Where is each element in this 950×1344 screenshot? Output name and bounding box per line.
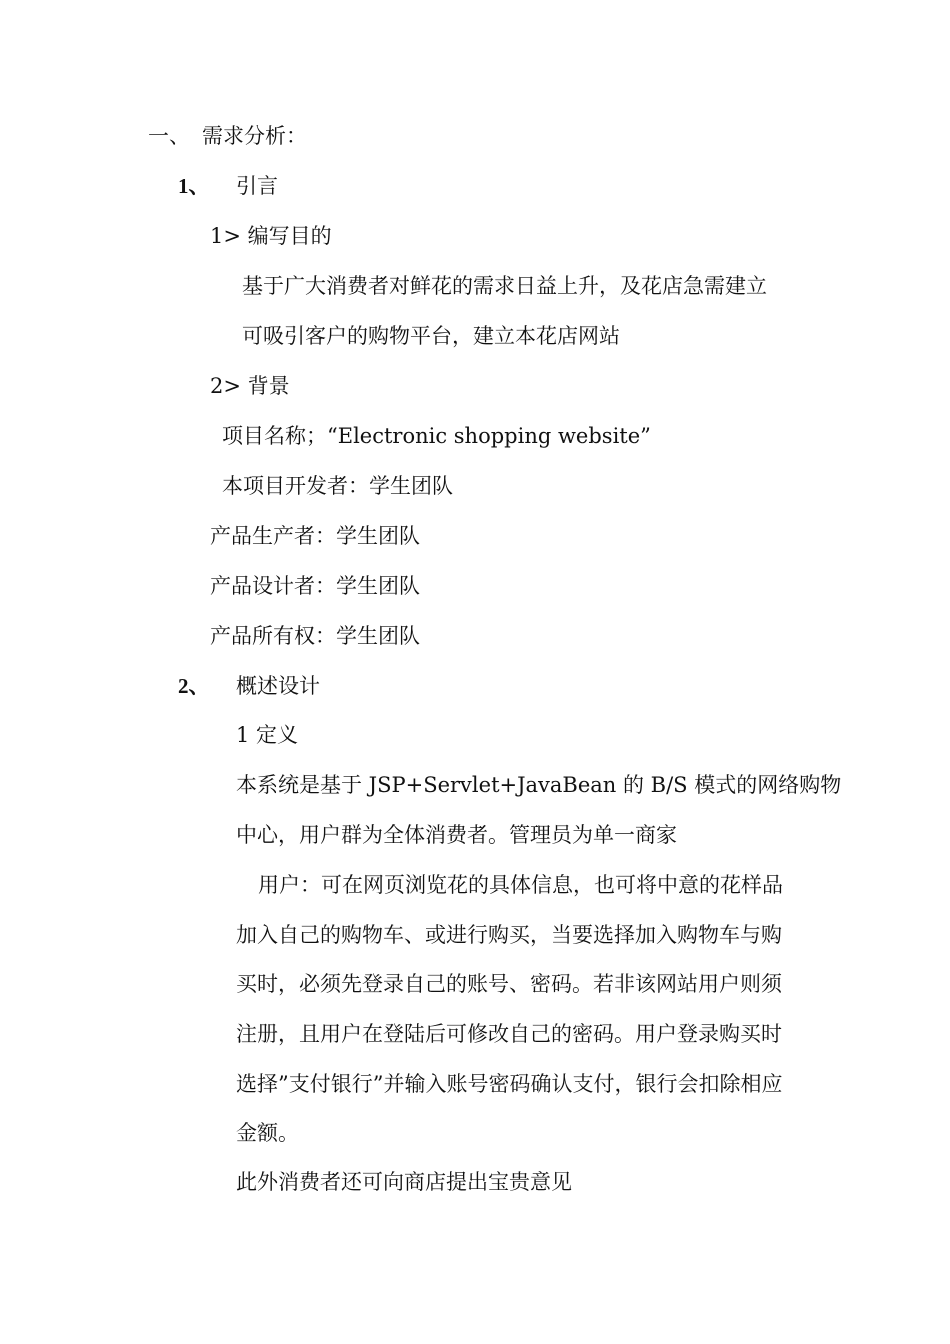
definition-line-8: 金额。 bbox=[236, 1121, 299, 1145]
section-1-title: 需求分析： bbox=[202, 124, 307, 148]
purpose-line-1: 基于广大消费者对鲜花的需求日益上升，及花店急需建立 bbox=[242, 274, 767, 298]
purpose-line-2: 可吸引客户的购物平台，建立本花店网站 bbox=[242, 324, 620, 348]
definition-line-4: 加入自己的购物车、或进行购买，当要选择加入购物车与购 bbox=[236, 923, 782, 947]
definition-line-1: 本系统是基于 JSP+Servlet+JavaBean 的 B/S 模式的网络购物 bbox=[236, 773, 842, 797]
definition-line-2: 中心，用户群为全体消费者。管理员为单一商家 bbox=[236, 823, 677, 847]
product-designer: 产品设计者：学生团队 bbox=[210, 574, 420, 598]
definition-line-5: 买时，必须先登录自己的账号、密码。若非该网站用户则须 bbox=[236, 972, 782, 996]
definition-heading: 1 定义 bbox=[236, 723, 299, 747]
subsection-1-title: 引言 bbox=[236, 174, 278, 198]
product-producer: 产品生产者：学生团队 bbox=[210, 524, 420, 548]
definition-line-9: 此外消费者还可向商店提出宝贵意见 bbox=[236, 1170, 572, 1194]
product-owner: 产品所有权：学生团队 bbox=[210, 624, 420, 648]
background-heading: 2> 背景 bbox=[210, 374, 290, 398]
subsection-2-title: 概述设计 bbox=[236, 674, 320, 698]
subsection-2-marker: 2、 bbox=[178, 674, 210, 698]
definition-line-7: 选择”支付银行”并输入账号密码确认支付，银行会扣除相应 bbox=[236, 1072, 783, 1096]
project-name: 项目名称；“Electronic shopping website” bbox=[222, 424, 651, 448]
definition-line-3: 用户：可在网页浏览花的具体信息，也可将中意的花样品 bbox=[258, 873, 783, 897]
project-developer: 本项目开发者：学生团队 bbox=[222, 474, 453, 498]
subsection-1-marker: 1、 bbox=[178, 174, 210, 198]
section-1-marker: 一、 bbox=[148, 124, 190, 148]
definition-line-6: 注册，且用户在登陆后可修改自己的密码。用户登录购买时 bbox=[236, 1022, 782, 1046]
purpose-heading: 1> 编写目的 bbox=[210, 224, 332, 248]
